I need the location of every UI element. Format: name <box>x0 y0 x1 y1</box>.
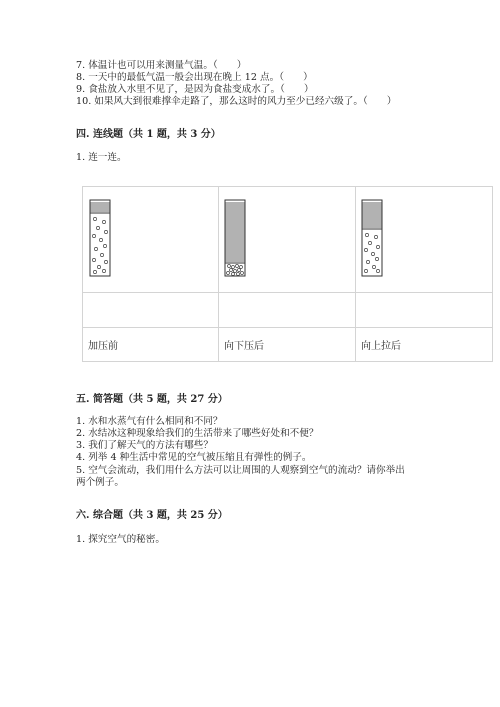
cylinder-before-press <box>89 199 111 277</box>
section-6-title: 六. 综合题（共 3 题，共 25 分） <box>76 510 228 521</box>
table-divider <box>83 327 492 328</box>
judgement-item-8: 8. 一天中的最低气温一般会出现在晚上 12 点。（ ） <box>76 72 313 83</box>
short-answer-item-4: 4. 列举 4 种生活中常见的空气被压缩且有弹性的例子。 <box>76 452 312 463</box>
judgement-item-7: 7. 体温计也可以用来测量气温。（ ） <box>76 60 247 71</box>
label-pressed-down: 向下压后 <box>224 341 264 352</box>
short-answer-item-5: 5. 空气会流动，我们用什么方法可以让周围的人观察到空气的流动？请你举出 <box>76 465 405 476</box>
table-divider <box>83 292 492 293</box>
short-answer-item-3: 3. 我们了解天气的方法有哪些？ <box>76 440 213 451</box>
section-6-question: 1. 探究空气的秘密。 <box>76 534 165 545</box>
table-divider <box>355 187 356 361</box>
cylinder-pressed-down <box>224 199 246 277</box>
judgement-item-10: 10. 如果风大到很难撑伞走路了，那么这时的风力至少已经六级了。（ ） <box>76 96 397 107</box>
section-4-question: 1. 连一连。 <box>76 152 127 163</box>
table-divider <box>218 187 219 361</box>
cylinder-pulled-up <box>361 199 383 277</box>
short-answer-item-2: 2. 水结冰这种现象给我们的生活带来了哪些好处和不便？ <box>76 428 319 439</box>
label-pulled-up: 向上拉后 <box>361 341 401 352</box>
short-answer-item-1: 1. 水和水蒸气有什么相同和不同？ <box>76 416 223 427</box>
section-5-title: 五. 简答题（共 5 题，共 27 分） <box>76 394 228 405</box>
judgement-item-9: 9. 食盐放入水里不见了，是因为食盐变成水了。（ ） <box>76 84 314 95</box>
matching-table <box>82 186 493 362</box>
label-before-press: 加压前 <box>88 341 118 352</box>
short-answer-item-5-cont: 两个例子。 <box>76 477 124 488</box>
section-4-title: 四. 连线题（共 1 题，共 3 分） <box>76 129 221 140</box>
